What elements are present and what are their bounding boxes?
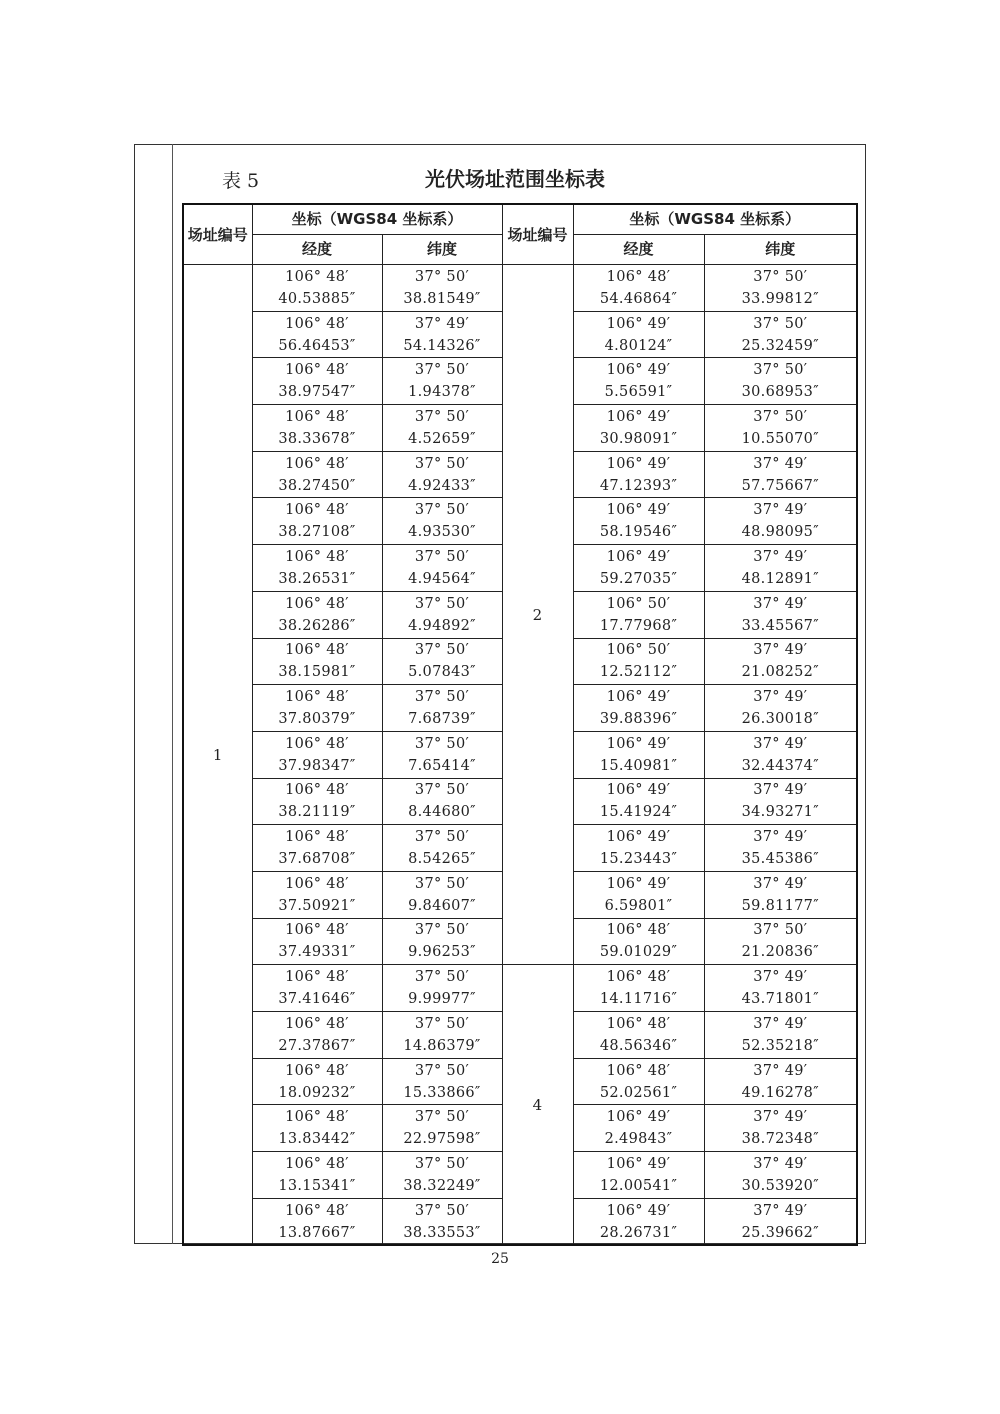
longitude-cell [252, 731, 382, 778]
latitude-cell [382, 965, 502, 1012]
latitude-cell [704, 685, 857, 732]
seconds: 6.59801″ [604, 897, 673, 914]
longitude-cell [573, 1058, 704, 1105]
degrees-minutes: 37° 49′ [753, 548, 808, 565]
degrees-minutes: 37° 49′ [753, 829, 808, 846]
longitude-cell [573, 871, 704, 918]
latitude-cell [704, 591, 857, 638]
longitude-cell [252, 311, 382, 358]
seconds: 13.15341″ [278, 1177, 356, 1194]
seconds: 21.20836″ [741, 944, 819, 961]
degrees-minutes: 106° 48′ [285, 922, 349, 939]
degrees-minutes: 37° 50′ [414, 1155, 470, 1172]
seconds: 52.35218″ [741, 1037, 819, 1054]
latitude-header-left: 纬度 [382, 235, 502, 265]
degrees-minutes: 106° 48′ [285, 875, 349, 892]
degrees-minutes: 106° 49′ [606, 455, 671, 472]
degrees-minutes: 37° 49′ [753, 782, 808, 799]
latitude-cell [382, 265, 502, 312]
longitude-cell [252, 965, 382, 1012]
degrees-minutes: 37° 49′ [753, 875, 808, 892]
degrees-minutes: 106° 49′ [606, 875, 671, 892]
degrees-minutes: 37° 50′ [753, 922, 808, 939]
site-number: 1 [183, 265, 252, 1246]
degrees-minutes: 106° 49′ [606, 408, 671, 425]
table-row [183, 965, 857, 1012]
degrees-minutes: 37° 50′ [414, 1015, 470, 1032]
degrees-minutes: 106° 49′ [606, 829, 671, 846]
seconds: 30.98091″ [599, 430, 678, 447]
seconds: 37.80379″ [278, 711, 356, 728]
seconds: 30.68953″ [741, 384, 819, 401]
degrees-minutes: 37° 49′ [753, 455, 808, 472]
longitude-cell [573, 918, 704, 965]
degrees-minutes: 106° 48′ [285, 408, 349, 425]
degrees-minutes: 37° 49′ [414, 315, 470, 332]
longitude-cell [252, 591, 382, 638]
degrees-minutes: 106° 48′ [285, 315, 349, 332]
seconds: 37.68708″ [278, 851, 356, 868]
degrees-minutes: 37° 49′ [753, 1155, 808, 1172]
seconds: 9.99977″ [408, 991, 476, 1008]
longitude-cell [573, 405, 704, 452]
longitude-cell [252, 265, 382, 312]
latitude-cell [704, 405, 857, 452]
seconds: 35.45386″ [741, 851, 819, 868]
degrees-minutes: 106° 50′ [606, 642, 671, 659]
seconds: 5.56591″ [604, 384, 673, 401]
longitude-cell [252, 778, 382, 825]
degrees-minutes: 106° 48′ [285, 1155, 349, 1172]
seconds: 48.98095″ [741, 524, 819, 541]
degrees-minutes: 37° 50′ [753, 315, 808, 332]
seconds: 27.37867″ [278, 1037, 356, 1054]
seconds: 43.71801″ [741, 991, 819, 1008]
latitude-cell [382, 778, 502, 825]
degrees-minutes: 37° 50′ [414, 1062, 470, 1079]
longitude-cell [573, 638, 704, 685]
longitude-cell [252, 358, 382, 405]
seconds: 4.52659″ [408, 430, 476, 447]
latitude-cell [704, 265, 857, 312]
degrees-minutes: 106° 48′ [606, 922, 671, 939]
longitude-cell [573, 965, 704, 1012]
seconds: 7.68739″ [408, 711, 476, 728]
seconds: 59.27035″ [599, 570, 678, 587]
latitude-cell [382, 1105, 502, 1152]
longitude-cell [252, 871, 382, 918]
latitude-cell [382, 1198, 502, 1245]
latitude-cell [382, 1152, 502, 1199]
longitude-cell [573, 545, 704, 592]
latitude-cell [704, 358, 857, 405]
longitude-cell [573, 265, 704, 312]
longitude-cell [573, 591, 704, 638]
latitude-cell [704, 1012, 857, 1059]
longitude-cell [573, 778, 704, 825]
seconds: 52.02561″ [599, 1084, 678, 1101]
table-row [183, 265, 857, 312]
seconds: 39.88396″ [599, 711, 678, 728]
longitude-cell [573, 311, 704, 358]
seconds: 38.97547″ [278, 384, 356, 401]
latitude-cell [704, 871, 857, 918]
seconds: 33.45567″ [741, 617, 819, 634]
degrees-minutes: 106° 48′ [285, 969, 349, 986]
longitude-cell [252, 1152, 382, 1199]
latitude-cell [382, 638, 502, 685]
table-body [183, 265, 857, 1246]
seconds: 56.46453″ [278, 337, 356, 354]
seconds: 38.33678″ [278, 430, 356, 447]
coord-group-header-right: 坐标（WGS84 坐标系） [573, 204, 857, 235]
degrees-minutes: 106° 48′ [285, 1062, 349, 1079]
degrees-minutes: 106° 48′ [606, 1015, 671, 1032]
seconds: 5.07843″ [408, 664, 476, 681]
degrees-minutes: 37° 49′ [753, 502, 808, 519]
latitude-cell [382, 498, 502, 545]
longitude-cell [573, 358, 704, 405]
longitude-cell [573, 1198, 704, 1245]
seconds: 38.26531″ [278, 570, 356, 587]
latitude-cell [704, 498, 857, 545]
latitude-cell [382, 405, 502, 452]
degrees-minutes: 106° 48′ [285, 548, 349, 565]
latitude-cell [704, 1058, 857, 1105]
seconds: 33.99812″ [741, 290, 819, 307]
seconds: 4.94564″ [408, 570, 476, 587]
site-number: 4 [502, 965, 573, 1246]
latitude-header-right: 纬度 [704, 235, 857, 265]
seconds: 37.50921″ [278, 897, 356, 914]
latitude-cell [704, 778, 857, 825]
longitude-cell [252, 685, 382, 732]
degrees-minutes: 106° 48′ [285, 689, 349, 706]
degrees-minutes: 106° 49′ [606, 782, 671, 799]
longitude-header-left: 经度 [252, 235, 382, 265]
longitude-cell [573, 498, 704, 545]
longitude-cell [573, 825, 704, 872]
seconds: 37.41646″ [278, 991, 356, 1008]
degrees-minutes: 37° 49′ [753, 1015, 808, 1032]
degrees-minutes: 37° 50′ [753, 362, 808, 379]
degrees-minutes: 37° 49′ [753, 642, 808, 659]
degrees-minutes: 106° 48′ [285, 362, 349, 379]
degrees-minutes: 106° 49′ [606, 362, 671, 379]
longitude-header-right: 经度 [573, 235, 704, 265]
seconds: 15.23443″ [599, 851, 678, 868]
longitude-cell [252, 1105, 382, 1152]
latitude-cell [704, 638, 857, 685]
degrees-minutes: 37° 50′ [753, 408, 808, 425]
seconds: 2.49843″ [604, 1131, 673, 1148]
seconds: 38.15981″ [278, 664, 356, 681]
degrees-minutes: 37° 50′ [414, 922, 470, 939]
seconds: 59.01029″ [599, 944, 678, 961]
degrees-minutes: 106° 48′ [285, 1202, 349, 1219]
latitude-cell [382, 451, 502, 498]
seconds: 28.26731″ [599, 1224, 678, 1241]
latitude-cell [382, 918, 502, 965]
binding-line [172, 144, 173, 1244]
seconds: 14.11716″ [599, 991, 678, 1008]
degrees-minutes: 37° 49′ [753, 1202, 808, 1219]
latitude-cell [704, 451, 857, 498]
degrees-minutes: 37° 49′ [753, 969, 808, 986]
degrees-minutes: 37° 50′ [414, 875, 470, 892]
degrees-minutes: 106° 49′ [606, 1202, 671, 1219]
seconds: 14.86379″ [403, 1037, 481, 1054]
seconds: 21.08252″ [741, 664, 819, 681]
seconds: 38.81549″ [403, 290, 481, 307]
degrees-minutes: 106° 48′ [606, 1062, 671, 1079]
degrees-minutes: 37° 50′ [753, 268, 808, 285]
seconds: 17.77968″ [599, 617, 678, 634]
seconds: 57.75667″ [741, 477, 819, 494]
seconds: 47.12393″ [599, 477, 678, 494]
site-number: 2 [502, 265, 573, 965]
degrees-minutes: 106° 49′ [606, 1109, 671, 1126]
longitude-cell [252, 918, 382, 965]
degrees-minutes: 106° 49′ [606, 1155, 671, 1172]
degrees-minutes: 37° 50′ [414, 502, 470, 519]
latitude-cell [704, 731, 857, 778]
latitude-cell [704, 918, 857, 965]
seconds: 32.44374″ [741, 757, 819, 774]
seconds: 10.55070″ [741, 430, 819, 447]
longitude-cell [252, 1058, 382, 1105]
longitude-cell [252, 638, 382, 685]
seconds: 48.12891″ [741, 570, 819, 587]
degrees-minutes: 106° 49′ [606, 502, 671, 519]
seconds: 30.53920″ [741, 1177, 819, 1194]
seconds: 38.26286″ [278, 617, 356, 634]
seconds: 58.19546″ [599, 524, 678, 541]
seconds: 13.83442″ [278, 1131, 356, 1148]
seconds: 54.46864″ [599, 290, 678, 307]
latitude-cell [382, 311, 502, 358]
degrees-minutes: 37° 50′ [414, 1109, 470, 1126]
degrees-minutes: 106° 49′ [606, 548, 671, 565]
site-header-left: 场址编号 [183, 204, 252, 265]
table-label: 表 5 [222, 170, 260, 192]
seconds: 37.98347″ [278, 757, 356, 774]
degrees-minutes: 106° 49′ [606, 315, 671, 332]
seconds: 8.54265″ [408, 851, 476, 868]
degrees-minutes: 37° 49′ [753, 1109, 808, 1126]
longitude-cell [573, 1012, 704, 1059]
latitude-cell [382, 358, 502, 405]
degrees-minutes: 37° 49′ [753, 689, 808, 706]
degrees-minutes: 106° 48′ [285, 642, 349, 659]
degrees-minutes: 106° 48′ [285, 455, 349, 472]
seconds: 13.87667″ [278, 1224, 356, 1241]
latitude-cell [382, 545, 502, 592]
seconds: 9.96253″ [408, 944, 476, 961]
degrees-minutes: 37° 50′ [414, 642, 470, 659]
latitude-cell [382, 825, 502, 872]
degrees-minutes: 106° 48′ [285, 735, 349, 752]
seconds: 49.16278″ [741, 1084, 819, 1101]
latitude-cell [704, 825, 857, 872]
latitude-cell [382, 1058, 502, 1105]
latitude-cell [382, 685, 502, 732]
coord-group-header-left: 坐标（WGS84 坐标系） [252, 204, 502, 235]
degrees-minutes: 106° 49′ [606, 735, 671, 752]
latitude-cell [382, 1012, 502, 1059]
latitude-cell [704, 1152, 857, 1199]
seconds: 54.14326″ [403, 337, 481, 354]
degrees-minutes: 37° 50′ [414, 829, 470, 846]
degrees-minutes: 37° 50′ [414, 595, 470, 612]
degrees-minutes: 37° 50′ [414, 1202, 470, 1219]
degrees-minutes: 37° 50′ [414, 455, 470, 472]
degrees-minutes: 106° 48′ [285, 595, 349, 612]
site-header-right: 场址编号 [502, 204, 573, 265]
degrees-minutes: 106° 50′ [606, 595, 671, 612]
degrees-minutes: 37° 50′ [414, 689, 470, 706]
degrees-minutes: 37° 50′ [414, 408, 470, 425]
degrees-minutes: 37° 50′ [414, 362, 470, 379]
degrees-minutes: 37° 50′ [414, 969, 470, 986]
degrees-minutes: 106° 48′ [606, 268, 671, 285]
degrees-minutes: 37° 50′ [414, 782, 470, 799]
seconds: 7.65414″ [408, 757, 476, 774]
seconds: 38.27108″ [278, 524, 356, 541]
longitude-cell [252, 825, 382, 872]
coordinate-table [182, 203, 858, 1246]
longitude-cell [252, 545, 382, 592]
seconds: 25.39662″ [741, 1224, 819, 1241]
page-number: 25 [491, 1251, 509, 1267]
seconds: 38.72348″ [741, 1131, 819, 1148]
seconds: 37.49331″ [278, 944, 356, 961]
longitude-cell [252, 1012, 382, 1059]
degrees-minutes: 37° 50′ [414, 735, 470, 752]
degrees-minutes: 106° 48′ [285, 829, 349, 846]
degrees-minutes: 37° 50′ [414, 268, 470, 285]
latitude-cell [704, 545, 857, 592]
seconds: 22.97598″ [403, 1131, 481, 1148]
longitude-cell [252, 498, 382, 545]
seconds: 1.94378″ [408, 384, 476, 401]
longitude-cell [252, 405, 382, 452]
longitude-cell [573, 1105, 704, 1152]
seconds: 48.56346″ [599, 1037, 678, 1054]
seconds: 34.93271″ [741, 804, 819, 821]
degrees-minutes: 106° 48′ [606, 969, 671, 986]
latitude-cell [382, 871, 502, 918]
seconds: 40.53885″ [278, 290, 356, 307]
seconds: 4.80124″ [604, 337, 673, 354]
degrees-minutes: 37° 49′ [753, 595, 808, 612]
degrees-minutes: 37° 49′ [753, 1062, 808, 1079]
longitude-cell [573, 685, 704, 732]
degrees-minutes: 106° 49′ [606, 689, 671, 706]
degrees-minutes: 37° 50′ [414, 548, 470, 565]
seconds: 12.00541″ [599, 1177, 678, 1194]
degrees-minutes: 106° 48′ [285, 268, 349, 285]
seconds: 4.93530″ [408, 524, 476, 541]
seconds: 25.32459″ [741, 337, 819, 354]
seconds: 15.40981″ [599, 757, 678, 774]
seconds: 8.44680″ [408, 804, 476, 821]
latitude-cell [382, 591, 502, 638]
longitude-cell [252, 1198, 382, 1245]
longitude-cell [573, 731, 704, 778]
seconds: 4.92433″ [408, 477, 476, 494]
latitude-cell [704, 965, 857, 1012]
table-title: 光伏场址范围坐标表 [425, 167, 605, 191]
seconds: 38.21119″ [278, 804, 356, 821]
longitude-cell [573, 1152, 704, 1199]
degrees-minutes: 106° 48′ [285, 782, 349, 799]
latitude-cell [704, 1105, 857, 1152]
seconds: 26.30018″ [741, 711, 819, 728]
seconds: 15.33866″ [403, 1084, 481, 1101]
seconds: 59.81177″ [741, 897, 819, 914]
latitude-cell [704, 311, 857, 358]
latitude-cell [382, 731, 502, 778]
seconds: 9.84607″ [408, 897, 476, 914]
seconds: 18.09232″ [278, 1084, 356, 1101]
degrees-minutes: 106° 48′ [285, 1015, 349, 1032]
seconds: 4.94892″ [408, 617, 476, 634]
degrees-minutes: 37° 49′ [753, 735, 808, 752]
longitude-cell [252, 451, 382, 498]
seconds: 38.33553″ [403, 1224, 481, 1241]
degrees-minutes: 106° 48′ [285, 1109, 349, 1126]
seconds: 15.41924″ [599, 804, 678, 821]
latitude-cell [704, 1198, 857, 1245]
seconds: 12.52112″ [599, 664, 678, 681]
degrees-minutes: 106° 48′ [285, 502, 349, 519]
longitude-cell [573, 451, 704, 498]
seconds: 38.27450″ [278, 477, 356, 494]
seconds: 38.32249″ [403, 1177, 481, 1194]
